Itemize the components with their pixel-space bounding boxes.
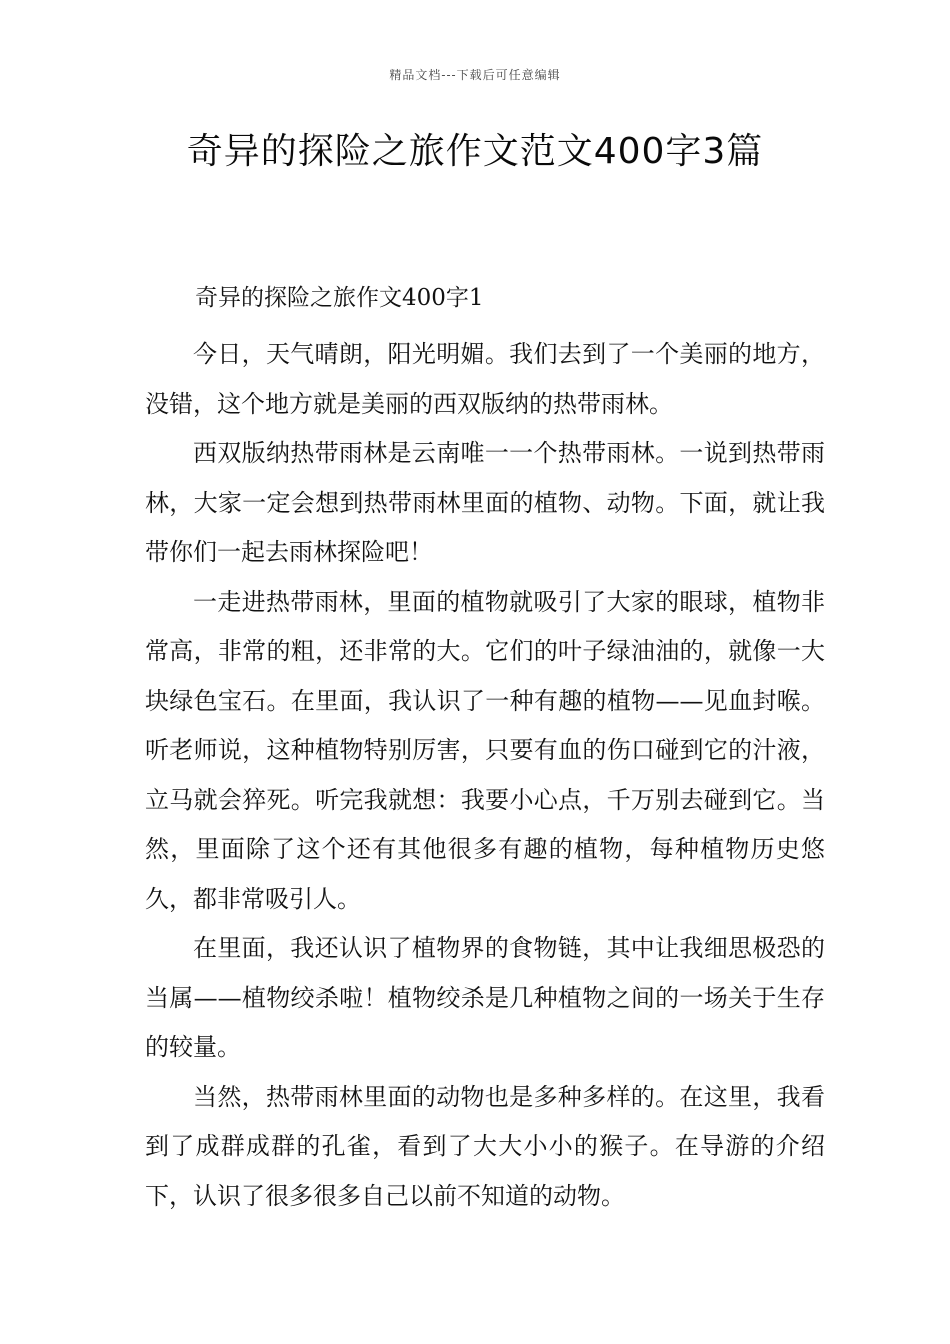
paragraph-5: 当然，热带雨林里面的动物也是多种多样的。在这里，我看到了成群成群的孔雀，看到了大大小小的猴子。在导游的介绍下，认识了很多很多自己以前不知道的动物。 — [145, 1082, 825, 1210]
paragraph-4: 在里面，我还认识了植物界的食物链，其中让我细思极恐的当属——植物绞杀啦！植物绞杀是几种植物之间的一场关于生存的较量。 — [145, 934, 825, 1061]
page-header-note: 精品文档---下载后可任意编辑 — [389, 68, 561, 82]
paragraph-2: 西双版纳热带雨林是云南唯一一个热带雨林。一说到热带雨林，大家一定会想到热带雨林里面的植物、动物。下面，就让我带你们一起去雨林探险吧！ — [145, 439, 825, 566]
paragraph-3: 一走进热带雨林，里面的植物就吸引了大家的眼球，植物非常高，非常的粗，还非常的大。它们的叶子绿油油的，就像一大块绿色宝石。在里面，我认识了一种有趣的植物——见血封喉。听老师说，这种植物特别厉害，只要有血的伤口碰到它的汁液，立马就会猝死。听完我就想：我要小心点，千万别去碰到它。当然，里面除了这个还有其他很多有趣的植物，每种植物历史悠久，都非常吸引人。 — [145, 587, 825, 913]
paragraph-1: 今日，天气晴朗，阳光明媚。我们去到了一个美丽的地方，没错，这个地方就是美丽的西双版纳的热带雨林。 — [145, 340, 825, 418]
article-body — [145, 330, 825, 1221]
document-title: 奇异的探险之旅作文范文400字3篇 — [186, 131, 764, 172]
section-subtitle: 奇异的探险之旅作文400字1 — [195, 285, 484, 311]
